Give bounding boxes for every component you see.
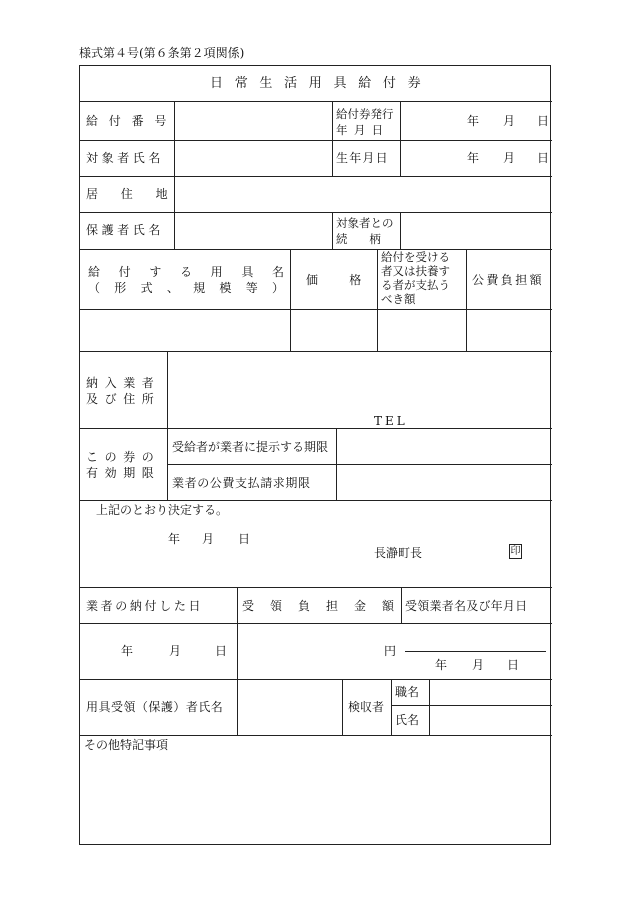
label-pay-1: 給付を受ける [381, 250, 450, 264]
label-delivered: 業者の納付した日 [86, 599, 204, 613]
field-inspector-name[interactable] [430, 706, 551, 734]
decision-date-day: 日 [238, 532, 251, 546]
field-notes[interactable] [81, 754, 551, 844]
yen-unit: 円 [384, 644, 397, 658]
field-validity-present[interactable] [337, 429, 551, 463]
label-price: 価格 [306, 273, 393, 287]
date-year: 年 [121, 644, 134, 658]
field-item-name[interactable] [81, 310, 289, 350]
date-day: 日 [215, 644, 228, 658]
field-seinengappi[interactable] [401, 141, 551, 175]
label-item-name-2: （形式、規模等） [88, 281, 284, 295]
field-receiver[interactable] [238, 680, 341, 734]
field-delivered-date[interactable] [81, 624, 236, 678]
voucher-form [79, 65, 551, 845]
label-amount: 受領負担金額 [242, 599, 394, 613]
form-caption: 様式第４号(第６条第２項関係) [79, 46, 245, 60]
label-vendor-2: 及び住所 [86, 392, 161, 406]
label-validity-1: この券の [86, 450, 161, 464]
label-kyufu-bango: 給付番号 [86, 114, 178, 128]
field-jujuchi[interactable] [175, 177, 551, 211]
field-hakko-date[interactable] [401, 102, 551, 139]
label-taisho-shimei: 対象者氏名 [86, 151, 165, 165]
date-day: 日 [537, 151, 550, 165]
field-vendor[interactable] [168, 352, 551, 427]
field-amount[interactable] [238, 624, 400, 678]
field-item-public[interactable] [467, 310, 551, 350]
label-vendor-date: 受領業者名及び年月日 [405, 599, 528, 613]
label-vendor-1: 納入業者 [86, 376, 161, 390]
label-hogo-shimei: 保護者氏名 [86, 223, 165, 237]
date-year: 年 [435, 658, 448, 672]
field-item-price[interactable] [291, 310, 376, 350]
label-validity-present: 受給者が業者に提示する期限 [172, 440, 329, 454]
label-pay-2: 者又は扶養す [381, 264, 450, 278]
field-kyufu-bango[interactable] [175, 102, 331, 139]
field-taisho-shimei[interactable] [175, 141, 331, 175]
label-zokugara-2: 続柄 [336, 232, 403, 246]
date-day: 日 [507, 658, 520, 672]
field-item-pay[interactable] [378, 310, 465, 350]
label-pay-3: る者が支払う [381, 278, 450, 292]
label-item-name-1: 給付する用具名 [88, 265, 284, 279]
date-month: 月 [169, 644, 182, 658]
label-hakko-2: 年月日 [336, 123, 390, 137]
label-zokugara-1: 対象者との [336, 216, 394, 230]
field-validity-claim[interactable] [337, 465, 551, 499]
label-notes: その他特記事項 [84, 738, 169, 752]
decision-text: 上記のとおり決定する。 [96, 503, 229, 517]
field-receipt-vendor[interactable] [402, 624, 551, 678]
decision-date-month: 月 [202, 532, 215, 546]
label-public: 公費負担額 [472, 273, 545, 287]
label-inspector: 検収者 [348, 700, 385, 714]
date-month: 月 [503, 114, 516, 128]
date-day: 日 [537, 114, 550, 128]
label-title: 職名 [395, 685, 420, 699]
label-seinengappi: 生年月日 [336, 151, 389, 165]
label-jujuchi: 居住地 [86, 187, 191, 201]
date-year: 年 [467, 151, 480, 165]
decision-date-year: 年 [168, 532, 181, 546]
label-pay-4: べき額 [381, 292, 416, 306]
field-zokugara[interactable] [401, 213, 551, 248]
form-title: 日常生活用具給付券 [210, 76, 433, 91]
label-name: 氏名 [395, 713, 420, 727]
label-tel: TEL [374, 414, 408, 428]
label-validity-claim: 業者の公費支払請求期限 [172, 476, 311, 490]
label-hakko-1: 給付券発行 [336, 107, 394, 121]
field-inspector-title[interactable] [430, 680, 551, 704]
label-receiver: 用具受領（保護）者氏名 [86, 700, 224, 714]
seal-mark: 印 [510, 546, 521, 557]
field-hogo-shimei[interactable] [175, 213, 331, 248]
label-validity-2: 有効期限 [86, 466, 161, 480]
date-year: 年 [467, 114, 480, 128]
mayor-title: 長瀞町長 [374, 546, 423, 560]
date-month: 月 [472, 658, 485, 672]
date-month: 月 [503, 151, 516, 165]
